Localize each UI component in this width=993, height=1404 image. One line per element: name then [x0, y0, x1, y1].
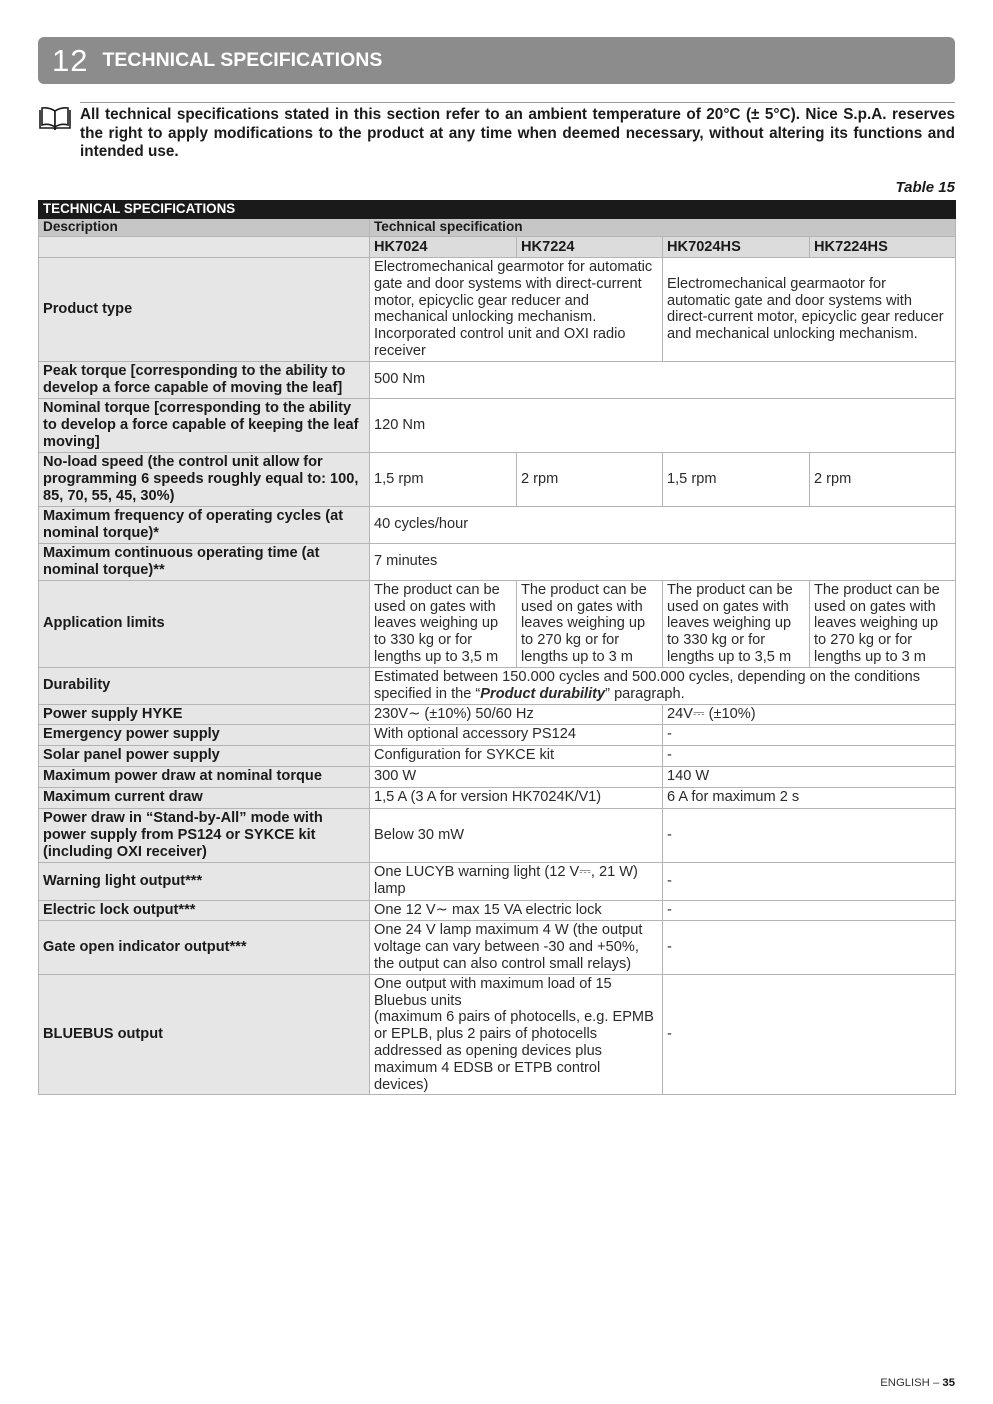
table-row	[39, 974, 956, 1095]
cell-value: 6 A for maximum 2 s	[663, 787, 956, 808]
table-row	[39, 361, 956, 398]
table-row	[39, 862, 956, 900]
table-row	[39, 920, 956, 974]
cell-value: The product can be used on gates with leaves weighing up to 270 kg or for lengths up to 3 m	[517, 580, 663, 667]
table-row	[39, 787, 956, 808]
row-label: Durability	[39, 667, 370, 704]
section-title: TECHNICAL SPECIFICATIONS	[102, 49, 383, 71]
table-row	[39, 506, 956, 543]
row-label: Maximum power draw at nominal torque	[39, 766, 370, 787]
row-label: Product type	[39, 258, 370, 362]
cell-value	[370, 974, 663, 1095]
model-header: HK7024	[370, 237, 517, 258]
cell-value: 2 rpm	[517, 452, 663, 506]
cell-value: Configuration for SYKCE kit	[370, 745, 663, 766]
cell-value: -	[663, 920, 956, 974]
footer-language: ENGLISH	[880, 1377, 930, 1389]
bluebus-text-main: One output with maximum load of 15 Bluebus units	[374, 975, 612, 1009]
table-row	[39, 724, 956, 745]
table-row	[39, 766, 956, 787]
cell-value: The product can be used on gates with leaves weighing up to 330 kg or for lengths up to 3,5 m	[370, 580, 517, 667]
row-label: Power supply HYKE	[39, 704, 370, 724]
cell-value: One 24 V lamp maximum 4 W (the output voltage can vary between -30 and +50%, the output can also control small relays)	[370, 920, 663, 974]
table-row	[39, 745, 956, 766]
cell-value: 140 W	[663, 766, 956, 787]
cell-value: 2 rpm	[810, 452, 956, 506]
cell-value: 300 W	[370, 766, 663, 787]
table-title-row	[39, 201, 956, 219]
row-label: Electric lock output***	[39, 900, 370, 920]
model-header: HK7024HS	[663, 237, 810, 258]
spec-table	[38, 200, 956, 1095]
cell-value: 1,5 rpm	[370, 452, 517, 506]
cell-value: 230V∼ (±10%) 50/60 Hz	[370, 704, 663, 724]
table-title: TECHNICAL SPECIFICATIONS	[39, 201, 956, 219]
cell-value: 7 minutes	[370, 543, 956, 580]
row-label: Solar panel power supply	[39, 745, 370, 766]
cell-value: 500 Nm	[370, 361, 956, 398]
page-footer	[880, 1377, 955, 1389]
cell-value: Below 30 mW	[370, 808, 663, 862]
model-header: HK7224	[517, 237, 663, 258]
row-label: Emergency power supply	[39, 724, 370, 745]
table-row	[39, 398, 956, 452]
durability-text-post: ” paragraph.	[605, 685, 685, 702]
table-row	[39, 258, 956, 362]
cell-value: -	[663, 862, 956, 900]
durability-text-pre: Estimated between 150.000 cycles and 500.000 cycles, depending on the conditions specified in the “	[374, 668, 921, 702]
row-label: Nominal torque [corresponding to the ability to develop a force capable of keeping the leaf moving]	[39, 398, 370, 452]
cell-value: 24V⎓ (±10%)	[663, 704, 956, 724]
row-label: Application limits	[39, 580, 370, 667]
cell-value: One 12 V∼ max 15 VA electric lock	[370, 900, 663, 920]
open-book-icon	[38, 106, 72, 132]
table-row	[39, 452, 956, 506]
row-label: Peak torque [corresponding to the ability to develop a force capable of moving the leaf]	[39, 361, 370, 398]
cell-value: -	[663, 808, 956, 862]
cell-value: 40 cycles/hour	[370, 506, 956, 543]
cell-value: One LUCYB warning light (12 V⎓, 21 W) lamp	[370, 862, 663, 900]
cell-value: The product can be used on gates with leaves weighing up to 330 kg or for lengths up to 3,5 m	[663, 580, 810, 667]
cell-value: 1,5 A (3 A for version HK7024K/V1)	[370, 787, 663, 808]
note-divider	[80, 102, 955, 103]
durability-emphasis: Product durability	[480, 685, 606, 702]
cell-value: -	[663, 900, 956, 920]
table-row	[39, 704, 956, 724]
cell-value: Electromechanical gearmotor for automatic gate and door systems with direct-current motor, epicyclic gear reducer and mechanical unlocking mechanism. Incorporated control unit and OXI radio receiver	[370, 258, 663, 362]
col-description: Description	[39, 219, 370, 237]
table-row	[39, 900, 956, 920]
models-row	[39, 237, 956, 258]
section-header	[38, 37, 955, 84]
row-label: Power draw in “Stand-by-All” mode with power supply from PS124 or SYKCE kit (including OXI receiver)	[39, 808, 370, 862]
table-caption: Table 15	[895, 179, 955, 196]
table-header-row	[39, 219, 956, 237]
row-label: Maximum frequency of operating cycles (at nominal torque)*	[39, 506, 370, 543]
row-label: Gate open indicator output***	[39, 920, 370, 974]
table-row	[39, 808, 956, 862]
cell-value: -	[663, 745, 956, 766]
table-row	[39, 543, 956, 580]
models-blank	[39, 237, 370, 258]
table-row	[39, 667, 956, 704]
cell-value: The product can be used on gates with leaves weighing up to 270 kg or for lengths up to 3 m	[810, 580, 956, 667]
row-label: Maximum current draw	[39, 787, 370, 808]
col-spec: Technical specification	[370, 219, 956, 237]
ambient-note: All technical specifications stated in this section refer to an ambient temperature of 20°C (± 5°C). Nice S.p.A. reserves the right to apply modifications to the product at any time when deemed necessary, without altering its functions and intended use.	[80, 106, 955, 160]
section-number: 12	[52, 42, 89, 78]
cell-value: 120 Nm	[370, 398, 956, 452]
cell-value: 1,5 rpm	[663, 452, 810, 506]
cell-value	[370, 667, 956, 704]
cell-value: -	[663, 974, 956, 1095]
cell-value: Electromechanical gearmaotor for automatic gate and door systems with direct-current motor, epicyclic gear reducer and mechanical unlocking mechanism.	[663, 258, 956, 362]
page-number: 35	[942, 1377, 955, 1389]
row-label: No-load speed (the control unit allow for programming 6 speeds roughly equal to: 100, 85, 70, 55, 45, 30%)	[39, 452, 370, 506]
row-label: Maximum continuous operating time (at nominal torque)**	[39, 543, 370, 580]
row-label: BLUEBUS output	[39, 974, 370, 1095]
model-header: HK7224HS	[810, 237, 956, 258]
row-label: Warning light output***	[39, 862, 370, 900]
bluebus-text-detail: (maximum 6 pairs of photocells, e.g. EPMB or EPLB, plus 2 pairs of photocells addressed as opening devices plus maximum 4 EDSB or ETPB control devices)	[374, 1009, 654, 1093]
footer-separator: –	[929, 1377, 943, 1389]
table-row	[39, 580, 956, 667]
cell-value: With optional accessory PS124	[370, 724, 663, 745]
cell-value: -	[663, 724, 956, 745]
